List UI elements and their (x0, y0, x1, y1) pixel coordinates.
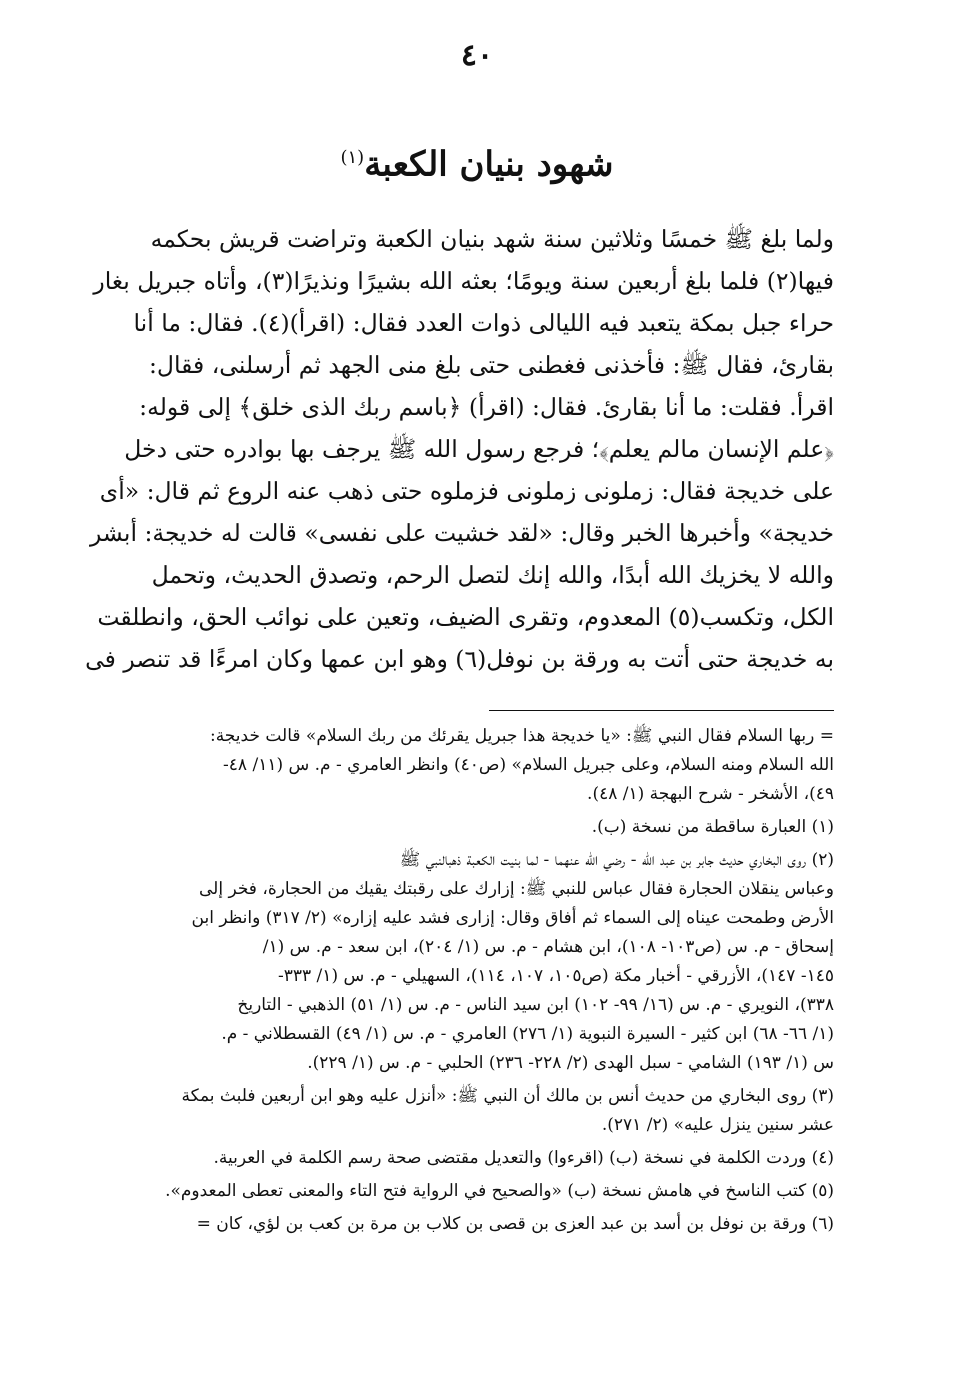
footnote-line: ٣٣٨)، النويري - م. س (١٦/ ٩٩- ١٠٢) ابن سيد الناس - م. س (١/ ٥١) الذهبي - التاريخ (237, 995, 834, 1015)
footnote-line: ١٤٥- ١٤٧)، الأزرقي - أخبار مكة (ص١٠٥، ١٠٧، ١١٤)، السهيلي - م. س (١/ ٣٣٣- (278, 966, 834, 986)
footnote-line: (٢) روى البخاري حديث جابر بن عبد الله - رضي الله عنهما - لما بنيت الكعبة ذهبالنبي ﷺ (399, 850, 834, 870)
body-line: ولما بلغ ﷺ خمسًا وثلاثين سنة شهد بنيان الكعبة وتراضت قريش بحكمه (150, 225, 834, 253)
footnote-3 (114, 1082, 834, 1140)
footnote-5 (114, 1177, 834, 1206)
chapter-title (0, 136, 954, 186)
footnotes (114, 722, 834, 1243)
footnote-line: (٤) وردت الكلمة في نسخة (ب) (اقرءوا) والتعديل مقتضى صحة رسم الكلمة في العربية. (213, 1148, 834, 1168)
footnote-line: = ربها السلام فقال النبي ﷺ: «يا خديجة هذا جبريل يقرئك من ربك السلام» قالت خديجة: (209, 726, 834, 746)
footnote-line: (٥) كتب الناسخ في هامش نسخة (ب) «والصحيح في الرواية فتح التاء والمعنى تعطى المعدوم». (165, 1181, 834, 1201)
footnote-separator (489, 710, 834, 711)
body-line: على خديجة فقال: زملونى زملونى فزملوه حتى ذهب عنه الروع ثم قال: «أى (99, 477, 834, 505)
footnote-line: (٦) ورقة بن نوفل بن أسد بن عبد العزى بن قصى بن كلاب بن مرة بن كعب بن لؤي، كان = (196, 1214, 834, 1234)
footnote-line: عشر سنين ينزل عليه» (٢/ ٢٧١). (601, 1115, 834, 1135)
body-line: الكل، وتكسب(٥) المعدوم، وتقرى الضيف، وتعين على نوائب الحق، وانطلقت (97, 603, 834, 631)
footnote-line: إسحاق - م. س (ص١٠٣- ١٠٨)، ابن هشام - م. س (١/ ٢٠٤)، ابن سعد - م. س (١/ (262, 937, 834, 957)
body-line: بقارئ، فقال ﷺ: فأخذنى فغطنى حتى بلغ منى الجهد ثم أرسلنى، فقال: (148, 351, 834, 379)
footnote-line: (٣) روى البخاري من حديث أنس بن مالك أن النبي ﷺ: «أنزل عليه وهو ابن أربعين فلبث بمكة (181, 1086, 834, 1106)
footnote-line: الله السلام ومنه السلام، وعلى جبريل السلام» (ص٤٠) وانظر العامري - م. س (١١/ ٤٨- (223, 755, 834, 775)
footnote-1 (114, 813, 834, 842)
chapter-title-text: شهود بنيان الكعبة (364, 144, 614, 185)
title-footnote-ref: (١) (340, 147, 365, 168)
footnote-6 (114, 1210, 834, 1239)
footnote-continued (114, 722, 834, 809)
footnote-2 (114, 846, 834, 1078)
body-line: والله لا يخزيك الله أبدًا، والله إنك لتصل الرحم، وتصدق الحديث، وتحمل (151, 561, 834, 589)
footnote-line: الأرض وطمحت عيناه إلى السماء ثم أفاق وقال: إزارى فشد عليه إزاره» (٢/ ٣١٧) وانظر ابن (191, 908, 834, 928)
body-line: فيها(٢) فلما بلغ أربعين سنة ويومًا؛ بعثه الله بشيرًا ونذيرًا(٣)، وأتاه جبريل بغار (93, 267, 834, 295)
body-line: اقرأ. فقلت: ما أنا بقارئ. فقال: (اقرأ) ﴿باسم ربك الذى خلق﴾ إلى قوله: (139, 393, 834, 421)
body-text (85, 218, 834, 680)
body-line: حراء جبل بمكة يتعبد فيه الليالى ذوات العدد فقال: (اقرأ)(٤). فقال: ما أنا (133, 309, 834, 337)
footnote-line: (١/ ٦٦- ٦٨) ابن كثير - السيرة النبوية (١/ ٢٧٦) العامري - م. س (١/ ٤٩) القسطلاني - م. (221, 1024, 834, 1044)
footnote-line: وعباس ينقلان الحجارة فقال عباس للنبي ﷺ: إزارك على رقبتك يقيك من الحجارة، فخر إلى (198, 879, 834, 899)
body-line: خديجة» وأخبرها الخبر وقال: «لقد خشيت على نفسى» قالت له خديجة: أبشر (89, 519, 834, 547)
footnote-line: س (١/ ١٩٣) الشامي - سبل الهدى (٢/ ٢٢٨- ٢٣٦) الحلبي - م. س (١/ ٢٢٩). (307, 1053, 834, 1073)
body-line: به خديجة حتى أتت به ورقة بن نوفل(٦) وهو ابن عمها وكان امرءًا قد تنصر فى (85, 645, 834, 673)
body-line: ﴿علم الإنسان مالم يعلم﴾؛ فرجع رسول الله ﷺ يرجف بها بوادره حتى دخل (124, 435, 834, 463)
footnote-4 (114, 1144, 834, 1173)
footnote-line: ٤٩)، الأشخر - شرح البهجة (١/ ٤٨). (587, 784, 834, 804)
footnote-line: (١) العبارة ساقطة من نسخة (ب). (591, 817, 834, 837)
page-number: ٤٠ (460, 38, 494, 73)
